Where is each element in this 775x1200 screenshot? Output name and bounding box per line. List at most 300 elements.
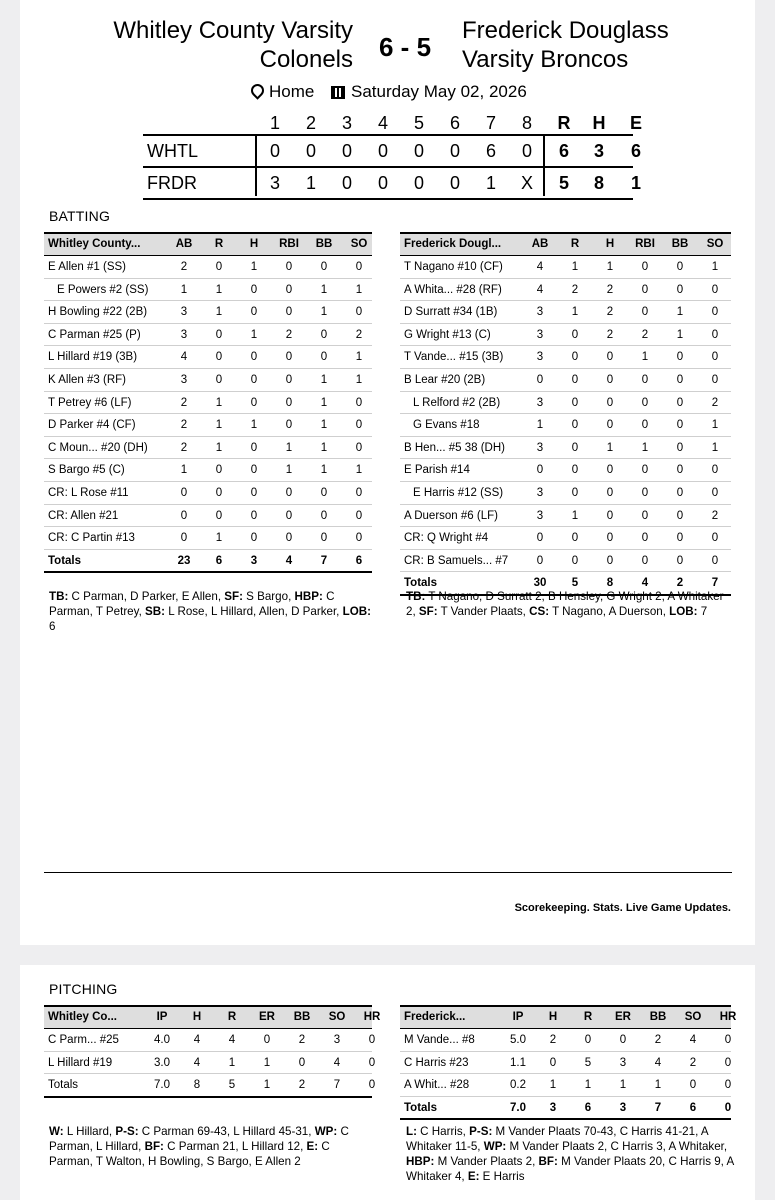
stat-value: 0	[285, 419, 293, 432]
player-name: D Surratt #34 (1B)	[404, 306, 498, 319]
table-row	[400, 346, 731, 369]
note-key: E:	[306, 1140, 319, 1153]
note-key: L:	[406, 1125, 417, 1138]
stat-value: 0	[285, 261, 293, 273]
total-value: 5	[228, 1079, 236, 1092]
stat-value: 0	[711, 283, 719, 296]
stat-value: 0	[711, 373, 719, 386]
stat-value: 3.0	[154, 1056, 170, 1069]
table-row	[400, 414, 731, 437]
home-team-line2: Colonels	[259, 46, 353, 73]
note-value: L Hillard,	[63, 1125, 116, 1138]
stat-value: 0	[250, 351, 258, 364]
stat-value: 0	[676, 464, 684, 477]
table-row	[400, 279, 731, 302]
totals-row	[44, 550, 372, 574]
note-value: E Harris	[479, 1170, 525, 1183]
table-row	[400, 1052, 731, 1075]
table-row	[44, 482, 372, 505]
table-row	[400, 301, 731, 324]
stat-column-header: HR	[363, 1011, 381, 1023]
total-value: 23	[177, 554, 191, 567]
stat-value: 2	[285, 328, 293, 341]
table-row	[44, 1052, 376, 1075]
inning-runs: 0	[521, 141, 532, 161]
stat-value: 0	[571, 464, 579, 477]
stat-value: 4	[180, 351, 188, 364]
stat-value: 0	[641, 396, 649, 409]
player-name: T Vande... #15 (3B)	[404, 351, 504, 364]
stat-value: 5.0	[510, 1034, 526, 1046]
stat-value: 0	[263, 1034, 271, 1046]
total-header: H	[592, 113, 606, 133]
note-key: BF:	[538, 1155, 558, 1168]
stat-value: 3	[180, 373, 188, 386]
table-row	[44, 256, 372, 279]
player-name: K Allen #3 (RF)	[48, 373, 126, 386]
stat-value: 4	[193, 1034, 201, 1046]
stat-value: 0	[320, 509, 328, 522]
stat-value: 0	[549, 1056, 557, 1069]
stat-value: 0	[320, 351, 328, 364]
stat-value: 0	[285, 532, 293, 545]
table-row	[44, 324, 372, 347]
stat-value: 2	[180, 441, 188, 454]
stat-value: 0	[180, 532, 188, 545]
stat-value: 0	[606, 554, 614, 567]
stat-value: 1	[536, 419, 544, 432]
player-name: T Petrey #6 (LF)	[48, 396, 132, 409]
total-value: 8	[193, 1079, 201, 1092]
stat-value: 1	[250, 328, 258, 341]
stat-value: 2	[711, 509, 719, 522]
team-column-header: Frederick Dougl...	[404, 238, 502, 250]
player-name: B Lear #20 (2B)	[404, 373, 486, 386]
totals-row	[44, 1074, 376, 1098]
stat-value: 4	[654, 1056, 662, 1069]
divider	[44, 872, 732, 873]
stat-value: 2	[180, 261, 188, 273]
table-row	[400, 527, 731, 550]
stat-value: 0	[180, 509, 188, 522]
totals-label: Totals	[404, 577, 438, 590]
player-name: H Bowling #22 (2B)	[48, 306, 148, 319]
note-value: M Vander Plaats 2, C Harris 3, A Whitaker,	[506, 1140, 728, 1153]
stat-value: 2	[606, 283, 614, 296]
stat-value: 1	[320, 441, 328, 454]
stat-value: 2	[298, 1034, 306, 1046]
home-batting-table	[44, 232, 372, 573]
stat-value: 1	[215, 441, 223, 454]
total-value: 2	[298, 1079, 306, 1092]
note-value: L Rose, L Hillard, Allen, D Parker,	[164, 605, 343, 618]
note-value: C Harris,	[416, 1125, 470, 1138]
inning-runs: 6	[485, 141, 496, 161]
away-team-line2: Varsity Broncos	[462, 46, 629, 73]
table-row	[44, 414, 372, 437]
stat-value: 0	[250, 486, 258, 499]
stat-value: 1	[320, 396, 328, 409]
table-row	[44, 505, 372, 528]
stat-value: 0	[606, 464, 614, 477]
stat-value: 0	[536, 532, 544, 545]
stat-value: 0	[606, 509, 614, 522]
team-total: 8	[593, 173, 604, 193]
stat-value: 0	[571, 419, 579, 432]
player-name: S Bargo #5 (C)	[48, 464, 125, 477]
table-row	[44, 369, 372, 392]
stat-value: 0	[676, 373, 684, 386]
inning-runs: 1	[305, 173, 316, 193]
stat-value: 1	[641, 351, 649, 364]
calendar-icon	[331, 86, 345, 99]
stat-value: 0	[250, 373, 258, 386]
stat-value: 0	[571, 554, 579, 567]
stat-column-header: HR	[719, 1011, 737, 1023]
stat-value: 1	[584, 1079, 592, 1092]
away-pitching-notes	[406, 1124, 736, 1184]
stat-column-header: R	[570, 238, 580, 250]
total-value: 30	[533, 577, 547, 590]
stat-value: 1	[180, 464, 188, 477]
stat-value: 4	[536, 261, 544, 273]
stat-value: 1	[263, 1056, 271, 1069]
away-pitching-table	[400, 1005, 737, 1120]
away-batting-notes	[406, 589, 731, 619]
stat-column-header: AB	[175, 238, 193, 250]
stat-value: 0	[368, 1056, 376, 1069]
stat-value: 2	[641, 328, 649, 341]
inning-runs: 0	[341, 141, 352, 161]
linescore-row	[143, 166, 641, 200]
stat-value: 0	[250, 532, 258, 545]
note-key: TB:	[49, 590, 69, 603]
stat-value: 2	[571, 283, 579, 296]
stat-value: 1	[285, 464, 293, 477]
inning-runs: 1	[485, 173, 496, 193]
total-value: 4	[641, 577, 649, 590]
stat-value: 1	[180, 283, 188, 296]
pitching-card	[20, 965, 755, 1200]
table-row	[44, 527, 372, 550]
team-column-header: Whitley County...	[48, 238, 141, 250]
stat-value: 0	[215, 373, 223, 386]
stat-value: 0	[606, 486, 614, 499]
stat-value: 0	[571, 532, 579, 545]
stat-value: 0	[676, 441, 684, 454]
total-value: 7.0	[154, 1079, 170, 1092]
stat-value: 4	[228, 1034, 236, 1046]
stat-value: 0	[320, 328, 328, 341]
stat-value: 0	[584, 1034, 592, 1046]
player-name: L Relford #2 (2B)	[413, 396, 501, 409]
table-row	[44, 301, 372, 324]
stat-value: 1	[320, 464, 328, 477]
stat-value: 0	[215, 464, 223, 477]
stat-value: 3	[536, 509, 544, 522]
player-name: C Parman #25 (P)	[48, 328, 141, 341]
player-name: T Nagano #10 (CF)	[404, 261, 503, 273]
player-name: E Harris #12 (SS)	[413, 486, 504, 499]
stat-value: 0	[711, 532, 719, 545]
total-value: 3	[619, 1101, 627, 1114]
stat-value: 0	[641, 283, 649, 296]
table-row	[44, 279, 372, 302]
pitcher-name: C Harris #23	[404, 1056, 469, 1069]
inning-runs: 0	[377, 173, 388, 193]
team-abbr: WHTL	[147, 141, 198, 161]
stat-value: 1	[285, 441, 293, 454]
total-value: 6	[689, 1101, 697, 1114]
box-score-card	[20, 0, 755, 945]
home-team-name	[20, 16, 353, 74]
stat-value: 0	[285, 373, 293, 386]
player-name: A Whita... #28 (RF)	[404, 283, 502, 296]
note-key: P-S:	[469, 1125, 493, 1138]
stat-value: 3	[536, 351, 544, 364]
inning-runs: 0	[341, 173, 352, 193]
stat-value: 0	[571, 351, 579, 364]
note-value: C Parman 69-43, L Hillard 45-31,	[138, 1125, 315, 1138]
team-total: 1	[630, 173, 641, 193]
stat-column-header: SO	[328, 1011, 346, 1023]
pitcher-name: C Parm... #25	[48, 1034, 119, 1046]
stat-value: 0	[355, 441, 363, 454]
stat-value: 0	[711, 351, 719, 364]
player-name: CR: B Samuels... #7	[404, 554, 509, 567]
stat-value: 0	[676, 396, 684, 409]
home-pitching-table	[44, 1005, 381, 1098]
stat-value: 1	[711, 441, 719, 454]
stat-value: 2	[711, 396, 719, 409]
stat-value: 0	[641, 261, 649, 273]
stat-value: 1	[571, 306, 579, 319]
total-value: 4	[285, 554, 293, 567]
note-key: HBP:	[294, 590, 323, 603]
stat-value: 1	[606, 441, 614, 454]
note-key: SF:	[224, 590, 243, 603]
player-name: G Evans #18	[413, 419, 480, 432]
stat-value: 0	[711, 464, 719, 477]
stat-value: 0	[355, 486, 363, 499]
stat-column-header: H	[605, 238, 615, 250]
stat-column-header: R	[214, 238, 224, 250]
stat-value: 0	[606, 396, 614, 409]
stat-value: 2	[654, 1034, 662, 1046]
table-header	[44, 232, 372, 256]
stat-value: 1	[320, 283, 328, 296]
note-value: 6	[49, 620, 56, 633]
team-column-header: Whitley Co...	[48, 1011, 117, 1023]
stat-value: 0	[676, 486, 684, 499]
stat-value: 0	[724, 1079, 732, 1092]
player-name: B Hen... #5 38 (DH)	[404, 441, 505, 454]
footer-tagline: Scorekeeping. Stats. Live Game Updates.	[514, 902, 731, 914]
note-key: WP:	[483, 1140, 507, 1153]
note-key: P-S:	[115, 1125, 139, 1138]
player-name: C Moun... #20 (DH)	[48, 441, 148, 454]
stat-value: 4	[536, 283, 544, 296]
table-row	[400, 256, 731, 279]
stat-value: 0	[571, 373, 579, 386]
total-header: E	[629, 113, 642, 133]
stat-value: 3	[536, 306, 544, 319]
pitcher-name: A Whit... #28	[404, 1079, 470, 1092]
stat-value: 0	[180, 486, 188, 499]
stat-column-header: BB	[315, 238, 333, 250]
game-date	[331, 82, 527, 102]
inning-header: 4	[377, 113, 388, 133]
total-value: 7	[654, 1101, 662, 1114]
note-value: C Parman, D Parker, E Allen,	[68, 590, 225, 603]
stat-value: 1	[355, 373, 363, 386]
total-value: 3	[250, 554, 258, 567]
table-row	[400, 369, 731, 392]
stat-value: 0	[285, 509, 293, 522]
stat-value: 0	[571, 328, 579, 341]
stat-column-header: BB	[671, 238, 689, 250]
stat-column-header: H	[249, 238, 259, 250]
stat-value: 0	[676, 351, 684, 364]
stat-value: 1	[619, 1079, 627, 1092]
stat-value: 0	[571, 396, 579, 409]
stat-column-header: SO	[684, 1011, 702, 1023]
stat-value: 1	[676, 328, 684, 341]
total-value: 6	[584, 1101, 592, 1114]
player-name: A Duerson #6 (LF)	[404, 509, 498, 522]
stat-value: 0	[711, 306, 719, 319]
stat-value: 0	[320, 486, 328, 499]
table-row	[44, 459, 372, 482]
table-row	[44, 392, 372, 415]
stat-value: 0	[536, 373, 544, 386]
table-header	[44, 1005, 381, 1029]
stat-value: 1	[215, 396, 223, 409]
player-name: L Hillard #19 (3B)	[48, 351, 138, 364]
stat-value: 0	[641, 554, 649, 567]
note-value: 7	[697, 605, 708, 618]
stat-value: 0	[619, 1034, 627, 1046]
stat-value: 1	[654, 1079, 662, 1092]
stat-value: 0	[285, 306, 293, 319]
note-value: T Nagano, A Duerson,	[549, 605, 670, 618]
pitcher-name: L Hillard #19	[48, 1056, 113, 1069]
inning-header: 2	[305, 113, 316, 133]
stat-value: 0	[641, 486, 649, 499]
stat-value: 1	[711, 419, 719, 432]
stat-value: 1.1	[510, 1056, 526, 1069]
stat-value: 0	[536, 554, 544, 567]
stat-value: 0	[215, 261, 223, 273]
stat-value: 1	[355, 283, 363, 296]
note-key: TB:	[406, 590, 426, 603]
inning-header: 6	[449, 113, 460, 133]
note-value: C Parman 21, L Hillard 12,	[163, 1140, 307, 1153]
stat-value: 0	[355, 532, 363, 545]
team-total: 6	[630, 141, 641, 161]
stat-value: 1	[549, 1079, 557, 1092]
table-row	[44, 1029, 376, 1052]
stat-value: 0	[215, 509, 223, 522]
stat-value: 0	[676, 261, 684, 273]
player-name: G Wright #13 (C)	[404, 328, 491, 341]
stat-value: 1	[676, 306, 684, 319]
table-row	[400, 437, 731, 460]
home-team-line1: Whitley County Varsity	[113, 17, 353, 44]
stat-value: 0	[606, 419, 614, 432]
stat-value: 0	[641, 419, 649, 432]
stat-value: 0	[676, 554, 684, 567]
stat-value: 3	[180, 328, 188, 341]
stat-value: 0	[641, 306, 649, 319]
team-abbr: FRDR	[147, 173, 197, 193]
inning-header: 3	[341, 113, 352, 133]
total-value: 8	[606, 577, 614, 590]
linescore-table	[143, 110, 642, 200]
inning-runs: 0	[377, 141, 388, 161]
total-value: 7	[711, 577, 719, 590]
stat-value: 1	[355, 351, 363, 364]
stat-value: 0	[250, 441, 258, 454]
inning-runs: 0	[269, 141, 280, 161]
note-value: C Parman, T Petrey,	[49, 590, 335, 618]
totals-label: Totals	[48, 554, 82, 567]
stat-value: 0	[250, 396, 258, 409]
player-name: E Parish #14	[404, 464, 470, 477]
stat-value: 1	[215, 419, 223, 432]
team-total: 6	[558, 141, 569, 161]
stat-value: 5	[584, 1056, 592, 1069]
note-key: W:	[49, 1125, 64, 1138]
pitching-label: PITCHING	[49, 981, 118, 997]
stat-value: 3	[333, 1034, 341, 1046]
batting-label: BATTING	[49, 208, 111, 224]
stat-value: 0	[676, 283, 684, 296]
stat-value: 0	[285, 396, 293, 409]
stat-value: 0.2	[510, 1079, 526, 1092]
stat-value: 0	[285, 351, 293, 364]
table-header	[400, 1005, 737, 1029]
linescore-header	[143, 110, 642, 134]
stat-value: 0	[724, 1034, 732, 1046]
totals-label: Totals	[48, 1079, 79, 1092]
stat-column-header: RBI	[279, 238, 299, 250]
stat-value: 0	[641, 373, 649, 386]
stat-column-header: IP	[156, 1011, 168, 1023]
stat-value: 0	[676, 532, 684, 545]
team-total: 3	[593, 141, 604, 161]
away-team-name	[462, 16, 669, 74]
stat-value: 0	[285, 283, 293, 296]
team-total: 5	[558, 173, 569, 193]
total-value: 1	[263, 1079, 271, 1092]
note-key: SF:	[418, 605, 438, 618]
stat-value: 0	[711, 554, 719, 567]
stat-value: 3	[619, 1056, 627, 1069]
linescore-divider	[543, 134, 545, 196]
stat-value: 0	[355, 509, 363, 522]
stat-value: 1	[215, 306, 223, 319]
inning-runs: X	[520, 173, 533, 193]
note-key: LOB:	[669, 605, 698, 618]
stat-value: 2	[606, 306, 614, 319]
team-column-header: Frederick...	[404, 1011, 466, 1023]
note-key: E:	[467, 1170, 480, 1183]
stat-column-header: BB	[293, 1011, 311, 1023]
stat-value: 0	[641, 532, 649, 545]
stat-value: 0	[250, 509, 258, 522]
location	[251, 82, 314, 102]
